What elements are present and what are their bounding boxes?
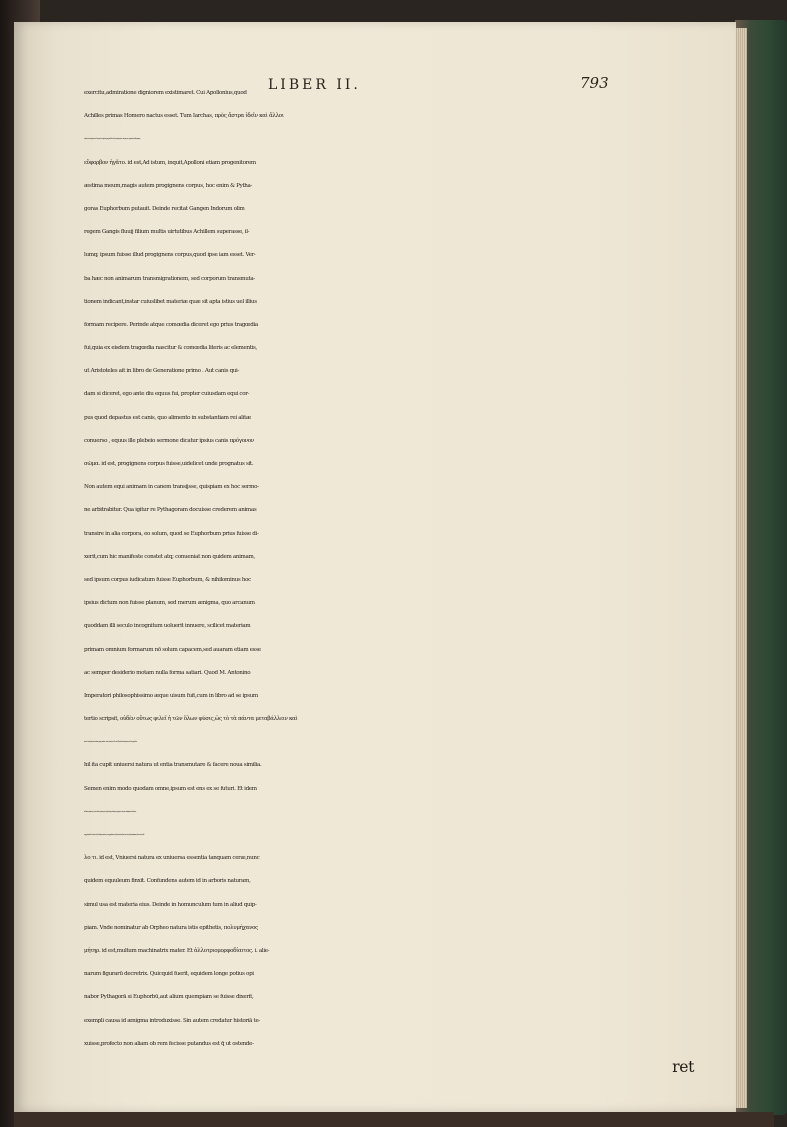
text-line: in libro septimo, ἡ τῶν ὅλων φύσις,ἐκ τῆς ὅλης οὐσίας ὡς κηρὸν νῦν μὲν ἱππάριον ἔπλασε, <box>84 811 137 813</box>
text-line: exempli causa id ænigma introduxisse. Sin autem credatur historiā te- <box>84 1017 260 1024</box>
text-line: ne arbitrabitur. Qua igitur re Pythagoram docuisse crederem animas <box>84 507 257 514</box>
text-line: σῶμα. id est, progignens corpus fuisse,uidelicet unde prognatus sit. <box>84 461 254 467</box>
text-line: quoddam illi seculo incognitum uoluerit innuere, scilicet materiam <box>84 623 251 630</box>
text-line: νὴ καὶ τὸν πρόγονον θεωρεῖ τὸν ἡμέτερον,μᾶλλον δὲ,τὸ πρόγονον σῶμα,τοτὶ γὰρ καὶ πυθαγόρας, <box>84 139 141 141</box>
text-line: Semen enim modo quodam omne,ipsum est ens ex se futuri. Et idem <box>84 785 257 792</box>
text-line: μήτηρ. id est,multum machinatrix mater. Et ἀλλοτριομορφοδίαιτος. i. alie- <box>84 947 270 954</box>
text-line: nabor Pythagorā si Euphorbū,aut alium quempiam se fuisse dixerit, <box>84 994 254 1001</box>
running-head: LIBER II. <box>268 77 361 93</box>
text-line: pus quod depastus est canis, quo alimento in substantiam rei alitæ <box>84 414 251 421</box>
text-line: ac semper desiderio motam nulla forma satiari. Quod M. Antonino <box>84 669 251 676</box>
text-line: dam si diceret, ego ante diu equus fui, propter cuiusdam equi cor- <box>84 391 250 398</box>
text-line: Achilles primas Homero nactus esset. Tum Iarchas, πρὸς ἄστρα ἰδεῖν καὶ ἄλλοι <box>84 113 284 120</box>
page-number: 793 <box>580 74 609 92</box>
text-line: transire in alia corpora, eo solum, quod se Euphorbum prius fuisse di- <box>84 530 259 537</box>
text-line: æstima meum,magis autem progignens corpus, hoc enim & Pytha- <box>84 182 253 189</box>
text-line: ba hæc non animarum transmigrationem, sed corporum transmuta- <box>84 275 255 282</box>
text-line: simul usa est materia eius. Deinde in homunculum tum in aliud quip- <box>84 901 257 908</box>
text-line: Non autem equi animam in canem transijsse, quispiam ex hoc sermo- <box>84 484 259 491</box>
text-line: λο τι. id est, Vniuersi natura ex uniuersa essentia tanquam ceræ,nunc <box>84 855 260 862</box>
text-line: tertio scripsit, οὐδὲν οὕτως φιλεῖ ἡ τῶν ὅλων φύσις,ὡς τὸ τὰ πάντα μεταβάλλειν καὶ <box>84 716 298 723</box>
text-line: ipsius dictum non fuisse planum, sed merum ænigma, quo arcanum <box>84 600 255 607</box>
text-line: xerit,cum hic manifeste constet atq; conueniat non quidem animam, <box>84 553 255 560</box>
text-line: regem Gangis fluuij filium multis uirtutibus Achillem superasse, il- <box>84 229 250 236</box>
text-line: xuisse,profecto non aliam ob rem fecisse putandus est q̄ ut ostende- <box>84 1040 254 1047</box>
text-line: tionem indicant,instar cuiuslibet materiæ quæ sit apta istius uel illius <box>84 298 257 305</box>
text-line: conuerso , equus ille plebeio sermone dicatur ipsius canis πρόγονον <box>84 437 254 444</box>
text-block <box>84 82 724 1079</box>
text-line: ποιεῖν νέα ὅμοια. αὐτίκα γὰρ τρόπον τινὰ σπεῖρ τὸ ὄν τοῦ ἐξ αὐτοῦ ἐσομένου. id est,quod ni- <box>84 742 138 744</box>
text-line: piam. Vnde nominatur ab Orpheo natura istis epithetis, πολυμήχανος <box>84 924 258 931</box>
text-line: εὔφορβον ἡγᾶτο. id est,Ad istum, inquit,Apolloni etiam progenitorem <box>84 159 256 166</box>
catchword: ret <box>672 1057 694 1076</box>
table-surface <box>14 1112 774 1127</box>
text-line: συγχέασα δὲ τοῦτο εἰς δένδρου φύσιν,συνεχρήσατο τῇ ὕλῃ αὐτοῦ,ἔπειτα εἰς ἀνθρωπάριον,ἔπειτα εἰς ἄλ <box>84 835 145 836</box>
text-line: fui,quia ex eisdem tragœdia nascitur & comœdia literis ac elementis, <box>84 345 257 352</box>
text-line: formam recipere. Perinde atque comœdia diceret ego prius tragœdia <box>84 321 258 328</box>
text-line: ut Aristoteles ait in libro de Generatione primo . Aut canis qui- <box>84 368 240 375</box>
text-line: exercitu,admiratione digniorem existimaret. Cui Apollonius,quod <box>84 90 247 96</box>
text-line: lumq; ipsum fuisse illud progignens corpus,quod ipse iam esset. Ver- <box>84 252 256 259</box>
text-line: primam omnium formarum nō solum capacem,sed auaram etiam esse <box>84 646 261 653</box>
text-line: goras Euphorbum putauit. Deinde recitat Gangen Indorum olim <box>84 205 245 212</box>
text-line: Imperatori philosophissimo æque uisum fuit,cum in libro ad se ipsum <box>84 692 258 699</box>
text-line: quidem equuleum finxit. Confundens autem id in arboris naturam, <box>84 878 251 885</box>
text-line: sed ipsum corpus iudicatum fuisse Euphorbum, & nihilominus hoc <box>84 576 251 583</box>
text-line: hil ita cupit uniuersi natura ut entia transmutare & facere noua similia. <box>84 762 262 769</box>
text-line: narum figurarū decretrix. Quicquid fuerit, equidem longe potius opi <box>84 971 254 978</box>
